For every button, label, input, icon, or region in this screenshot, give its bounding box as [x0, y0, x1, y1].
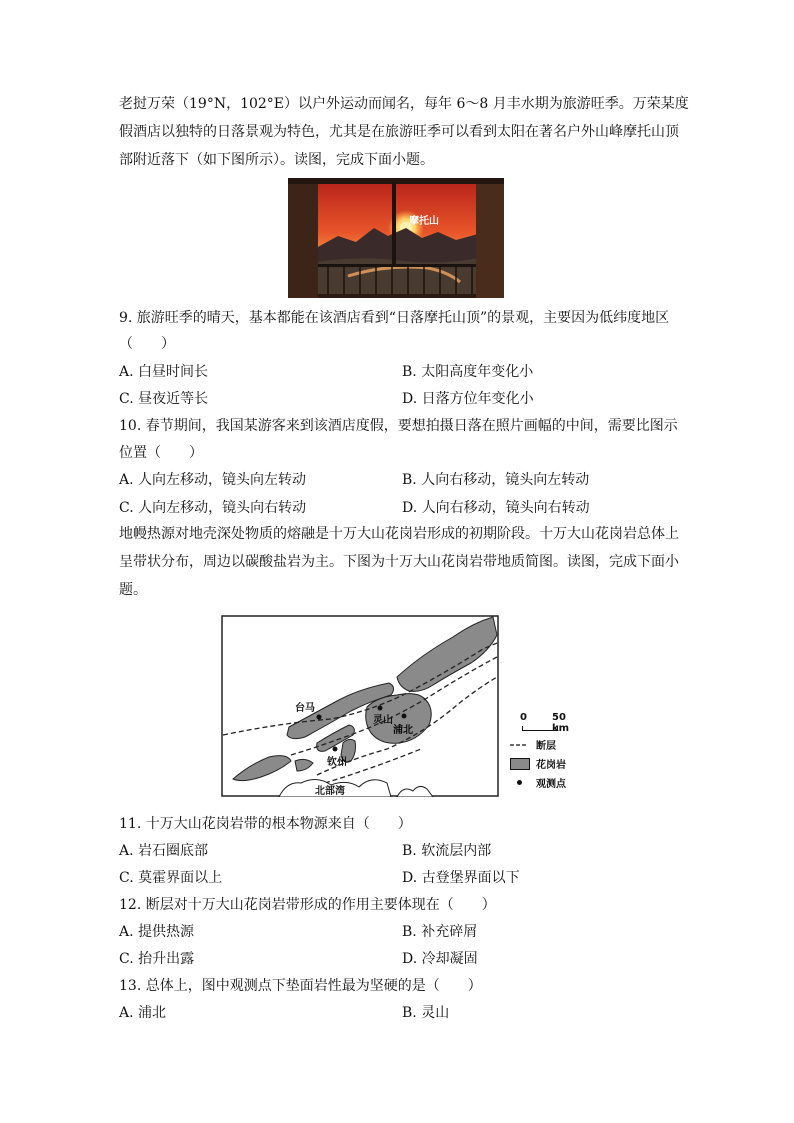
granite-swatch — [510, 758, 530, 770]
passage1-line-2: 假酒店以独特的日落景观为特色，尤其是在旅游旺季可以看到太阳在著名户外山峰摩托山顶 — [119, 124, 679, 140]
q13-option-a[interactable]: A. 浦北 — [119, 1005, 167, 1021]
station-dot-icon — [517, 780, 522, 785]
q10-option-a[interactable]: A. 人向左移动，镜头向左转动 — [119, 472, 307, 488]
q12-stem: 12. 断层对十万大山花岗岩带形成的作用主要体现在（ ） — [119, 897, 496, 913]
legend-granite-label: 花岗岩 — [536, 760, 566, 771]
station-lingshan — [378, 706, 383, 711]
map-legend — [508, 708, 608, 798]
passage2-line-1: 地幔热源对地壳深处物质的熔融是十万大山花岗岩形成的初期阶段。十万大山花岗岩总体上 — [119, 526, 679, 542]
q11-option-d[interactable]: D. 古登堡界面以下 — [402, 870, 520, 886]
photo-label-motuo-mountain: 摩托山 — [409, 216, 439, 227]
place-label-qinzhou: 钦州 — [327, 757, 347, 768]
legend-station-label: 观测点 — [536, 779, 566, 790]
q12-option-c[interactable]: C. 抬升出露 — [119, 951, 195, 967]
q9-stem-line-1: 9. 旅游旺季的晴天，基本都能在该酒店看到“日落摩托山顶”的景观，主要因为低纬度地区 — [119, 310, 670, 326]
q9-option-b[interactable]: B. 太阳高度年变化小 — [402, 364, 534, 380]
q9-option-d[interactable]: D. 日落方位年变化小 — [402, 391, 534, 407]
scale-zero: 0 — [520, 712, 527, 723]
passage1-line-3: 部附近落下（如下图所示）。读图，完成下面小题。 — [119, 152, 434, 168]
station-pubei — [402, 714, 407, 719]
q9-stem-line-2: （ ） — [119, 336, 175, 352]
q11-option-b[interactable]: B. 软流层内部 — [402, 843, 492, 859]
place-label-taima: 台马 — [295, 703, 315, 714]
q13-option-b[interactable]: B. 灵山 — [402, 1005, 450, 1021]
passage2-line-3: 题。 — [119, 582, 147, 598]
station-taima — [317, 715, 322, 720]
q10-option-d[interactable]: D. 人向右移动，镜头向右转动 — [402, 500, 590, 516]
q11-option-a[interactable]: A. 岩石圈底部 — [119, 843, 209, 859]
passage2-line-2: 呈带状分布，周边以碳酸盐岩为主。下图为十万大山花岗岩带地质简图。读图，完成下面小 — [119, 554, 679, 570]
q9-option-c[interactable]: C. 昼夜近等长 — [119, 391, 209, 407]
q9-option-a[interactable]: A. 白昼时间长 — [119, 364, 209, 380]
q10-stem-line-1: 10. 春节期间，我国某游客来到该酒店度假，要想拍摄日落在照片画幅的中间，需要比图示 — [119, 418, 678, 434]
q13-stem: 13. 总体上，图中观测点下垫面岩性最为坚硬的是（ ） — [119, 978, 482, 994]
hotel-sunset-photo — [288, 178, 504, 298]
granite-belt-geologic-map — [221, 615, 499, 797]
q10-stem-line-2: 位置（ ） — [119, 445, 203, 461]
q11-stem: 11. 十万大山花岗岩带的根本物源来自（ ） — [119, 816, 412, 832]
q11-option-c[interactable]: C. 莫霍界面以上 — [119, 870, 223, 886]
q12-option-d[interactable]: D. 冷却凝固 — [402, 951, 478, 967]
q12-option-a[interactable]: A. 提供热源 — [119, 924, 195, 940]
place-label-lingshan: 灵山 — [373, 715, 393, 726]
place-label-pubei: 浦北 — [393, 725, 413, 736]
station-qinzhou — [333, 747, 338, 752]
scale-value: 50 km — [552, 712, 570, 734]
q10-option-c[interactable]: C. 人向左移动，镜头向右转动 — [119, 500, 307, 516]
legend-fault-label: 断层 — [536, 741, 556, 752]
q12-option-b[interactable]: B. 补充碎屑 — [402, 924, 478, 940]
q10-option-b[interactable]: B. 人向右移动，镜头向左转动 — [402, 472, 590, 488]
scale-bar — [520, 712, 580, 734]
place-label-beibu-gulf: 北部湾 — [315, 786, 345, 797]
passage1-line-1: 老挝万荣（19°N，102°E）以户外运动而闻名，每年 6～8 月丰水期为旅游旺季。万荣某度 — [119, 96, 689, 112]
